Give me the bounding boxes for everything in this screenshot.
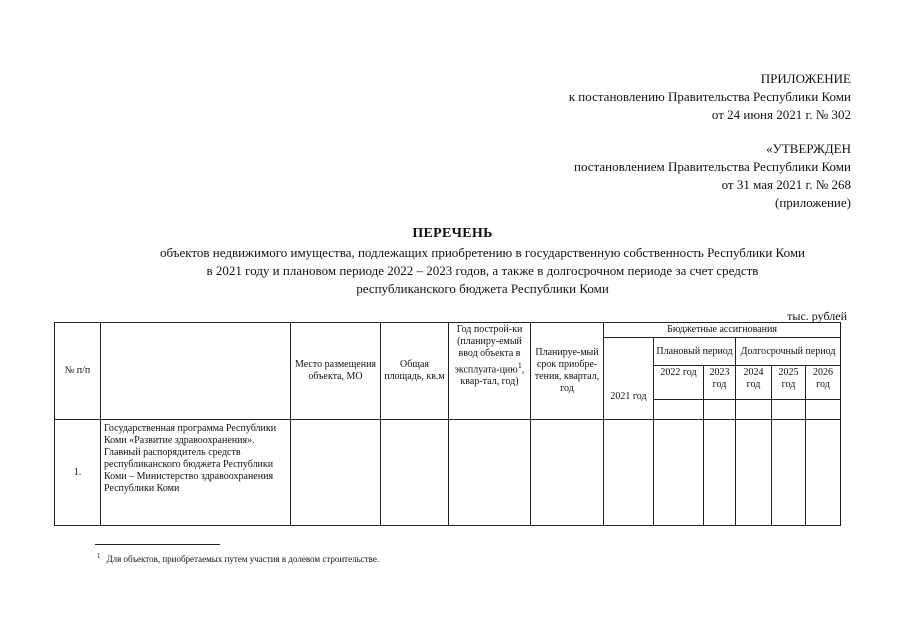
header-name	[101, 323, 291, 420]
row-2021	[604, 420, 654, 526]
header-2025-spacer	[772, 400, 806, 420]
header-planned: Плановый период	[654, 338, 736, 366]
table-row	[55, 420, 841, 526]
row-2026	[806, 420, 841, 526]
footnote-ref: 1	[517, 361, 522, 370]
footnote	[97, 552, 379, 564]
document-subtitle	[60, 244, 905, 298]
appendix-date: от 24 июня 2021 г. № 302	[711, 107, 851, 122]
header-year-built-text: Год построй-ки (планиру-емый ввод объекта в эксплуата-цию	[454, 324, 523, 376]
objects-table	[54, 322, 841, 526]
row-purchase-term	[531, 420, 604, 526]
footnote-text: Для объектов, приобретаемых путем участия в долевом строительстве.	[106, 554, 380, 564]
footnote-divider	[95, 544, 220, 545]
header-2024: 2024 год	[736, 366, 772, 400]
row-area	[381, 420, 449, 526]
header-2026-spacer	[806, 400, 841, 420]
header-location: Место размещения объекта, МО	[291, 323, 381, 420]
appendix-block	[569, 70, 851, 124]
header-2025: 2025 год	[772, 366, 806, 400]
subtitle-line-2: в 2021 году и плановом периоде 2022 – 2023 годов, а также в долгосрочном периоде за счет средств	[206, 263, 759, 278]
header-2023-spacer	[704, 400, 736, 420]
footnote-mark: 1	[97, 552, 101, 560]
header-2021: 2021 год	[604, 338, 654, 420]
row-2022	[654, 420, 704, 526]
document-title: ПЕРЕЧЕНЬ	[412, 226, 493, 241]
header-2023: 2023 год	[704, 366, 736, 400]
approved-note: (приложение)	[774, 195, 851, 210]
header-budget: Бюджетные ассигнования	[604, 323, 841, 338]
row-location	[291, 420, 381, 526]
units-label: тыс. рублей	[787, 309, 847, 323]
approved-resolution: постановлением Правительства Республики Коми	[574, 159, 851, 174]
row-program-name: Государственная программа Республики Коми «Развитие здравоохранения». Главный распорядитель средств республиканского бюджета Республики Коми – Министерство здравоохранения Республики Коми	[101, 420, 291, 526]
header-purchase-term: Планируе-мый срок приобре-тения, квартал, год	[531, 323, 604, 420]
approved-date: от 31 мая 2021 г. № 268	[721, 177, 851, 192]
subtitle-line-1: объектов недвижимого имущества, подлежащих приобретению в государственную собственность Республики Коми	[159, 245, 806, 260]
subtitle-line-3: республиканского бюджета Республики Коми	[356, 281, 609, 296]
header-2022: 2022 год	[654, 366, 704, 400]
appendix-resolution: к постановлению Правительства Республики Коми	[568, 89, 851, 104]
header-area: Общая площадь, кв.м	[381, 323, 449, 420]
header-year-built-tail: , квар-тал, год)	[460, 364, 525, 388]
header-2022-spacer	[654, 400, 704, 420]
row-2025	[772, 420, 806, 526]
approved-block	[574, 140, 851, 212]
appendix-heading: ПРИЛОЖЕНИЕ	[760, 71, 851, 86]
row-2024	[736, 420, 772, 526]
row-num: 1.	[55, 420, 101, 526]
approved-heading: «УТВЕРЖДЕН	[766, 141, 851, 156]
header-2024-spacer	[736, 400, 772, 420]
header-num: № п/п	[55, 323, 101, 420]
row-2023	[704, 420, 736, 526]
row-year-built	[449, 420, 531, 526]
header-year-built	[449, 323, 531, 420]
header-longterm: Долгосрочный период	[736, 338, 841, 366]
header-2026: 2026 год	[806, 366, 841, 400]
